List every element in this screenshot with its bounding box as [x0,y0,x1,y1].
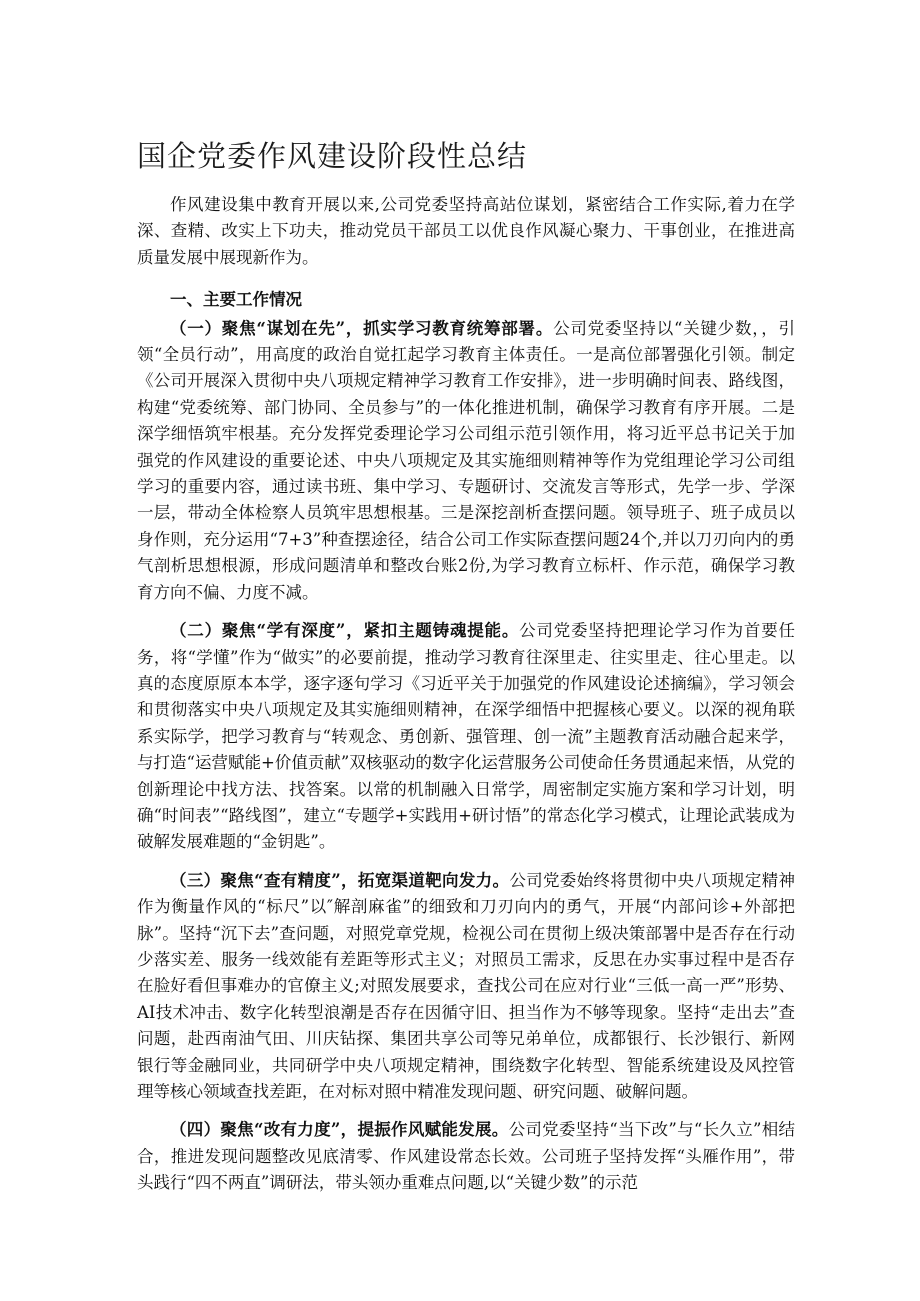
paragraph-2-lead: （二）聚焦“学有深度”，紧扣主题铸魂提能。 [170,621,520,641]
document-body [137,192,795,1209]
paragraph-1-lead: （一）聚焦“谋划在先”，抓实学习教育统筹部署。 [170,318,554,338]
paragraph-4 [137,1117,795,1196]
paragraph-4-lead: （四）聚焦“改有力度”，提振作风赋能发展。 [170,1120,509,1140]
paragraph-2 [137,618,795,856]
paragraph-3 [137,868,795,1106]
paragraph-4-text: 公司党委坚持“当下改”与“长久立”相结合，推进发现问题整改见底清零、作风建设常态长效。公司班子坚持发挥“头雁作用”，带头践行“四不两直”调研法，带头领办重难点问题,以“关键少数”的示范 [137,1120,796,1193]
intro-paragraph: 作风建设集中教育开展以来,公司党委坚持高站位谋划，紧密结合工作实际,着力在学深、查精、改实上下功夫，推动党员干部员工以优良作风凝心聚力、干事创业，在推进高质量发展中展现新作为。 [137,195,795,267]
paragraph-1-text: 公司党委坚持以“关键少数，，引领“全员行动”，用高度的政治自觉扛起学习教育主体责任。一是高位部署强化引领。制定《公司开展深入贯彻中央八项规定精神学习教育工作安排》，进一步明确时间表、路线图，构建“党委统筹、部门协同、全员参与”的一体化推进机制，确保学习教育有序开展。二是深学细悟筑牢根基。充分发挥党委理论学习公司组示范引领作用，将习近平总书记关于加强党的作风建设的重要论述、中央八项规定及其实施细则精神等作为党组理论学习公司组学习的重要内容，通过读书班、集中学习、专题研讨、交流发言等形式，先学一步、学深一层，带动全体检察人员筑牢思想根基。三是深挖剖析查摆问题。领导班子、班子成员以身作则，充分运用“7+3”种查摆途径，结合公司工作实际查摆问题24个,并以刀刃向内的勇气剖析思想根源，形成问题清单和整改台账2份,为学习教育立标杆、作示范，确保学习教育方向不偏、力度不减。 [137,318,795,602]
paragraph-1 [137,316,795,606]
paragraph-3-text: 公司党委始终将贯彻中央八项规定精神作为衡量作风的“标尺”以″解剖麻雀”的细致和刀刃向内的勇气，开展“内部问诊+外部把脉”。坚持“沉下去”查问题，对照党章党规，检视公司在贯彻上级决策部署中是否存在行动少落实差、服务一线效能有差距等形式主义；对照员工需求，反思在办实事过程中是否存在脸好看但事难办的官僚主义;对照发展要求，查找公司在应对行业“三低一高一严”形势、AI技术冲击、数字化转型浪潮是否存在因循守旧、担当作为不够等现象。坚持“走出去”查问题，赴西南油气田、川庆钻探、集团共享公司等兄弟单位，成都银行、长沙银行、新网银行等金融同业，共同研学中央八项规定精神，围绕数字化转型、智能系统建设及风控管理等核心领域查找差距，在对标对照中精准发现问题、研究问题、破解问题。 [137,870,796,1101]
paragraph-3-lead: （三）聚焦“查有精度”，拓宽渠道靶向发力。 [170,870,510,890]
document-title: 国企党委作风建设阶段性总结 [137,139,528,173]
paragraph-2-text: 公司党委坚持把理论学习作为首要任务，将“学懂”作为“做实”的必要前提，推动学习教育往深里走、往实里走、往心里走。以真的态度原原本本学，逐字逐句学习《习近平关于加强党的作风建设论述摘编》，学习领会和贯彻落实中央八项规定及其实施细则精神，在深学细悟中把握核心要义。以深的视角联系实际学，把学习教育与“转观念、勇创新、强管理、创一流”主题教育活动融合起来学，与打造“运营赋能+价值贡献”双核驱动的数字化运营服务公司使命任务贯通起来悟，从党的创新理论中找方法、找答案。以常的机制融入日常学，周密制定实施方案和学习计划，明确“时间表”“路线图”，建立“专题学+实践用+研讨悟”的常态化学习模式，让理论武装成为破解发展难题的“金钥匙”。 [137,621,796,852]
section-heading: 一、主要工作情况 [170,290,302,310]
